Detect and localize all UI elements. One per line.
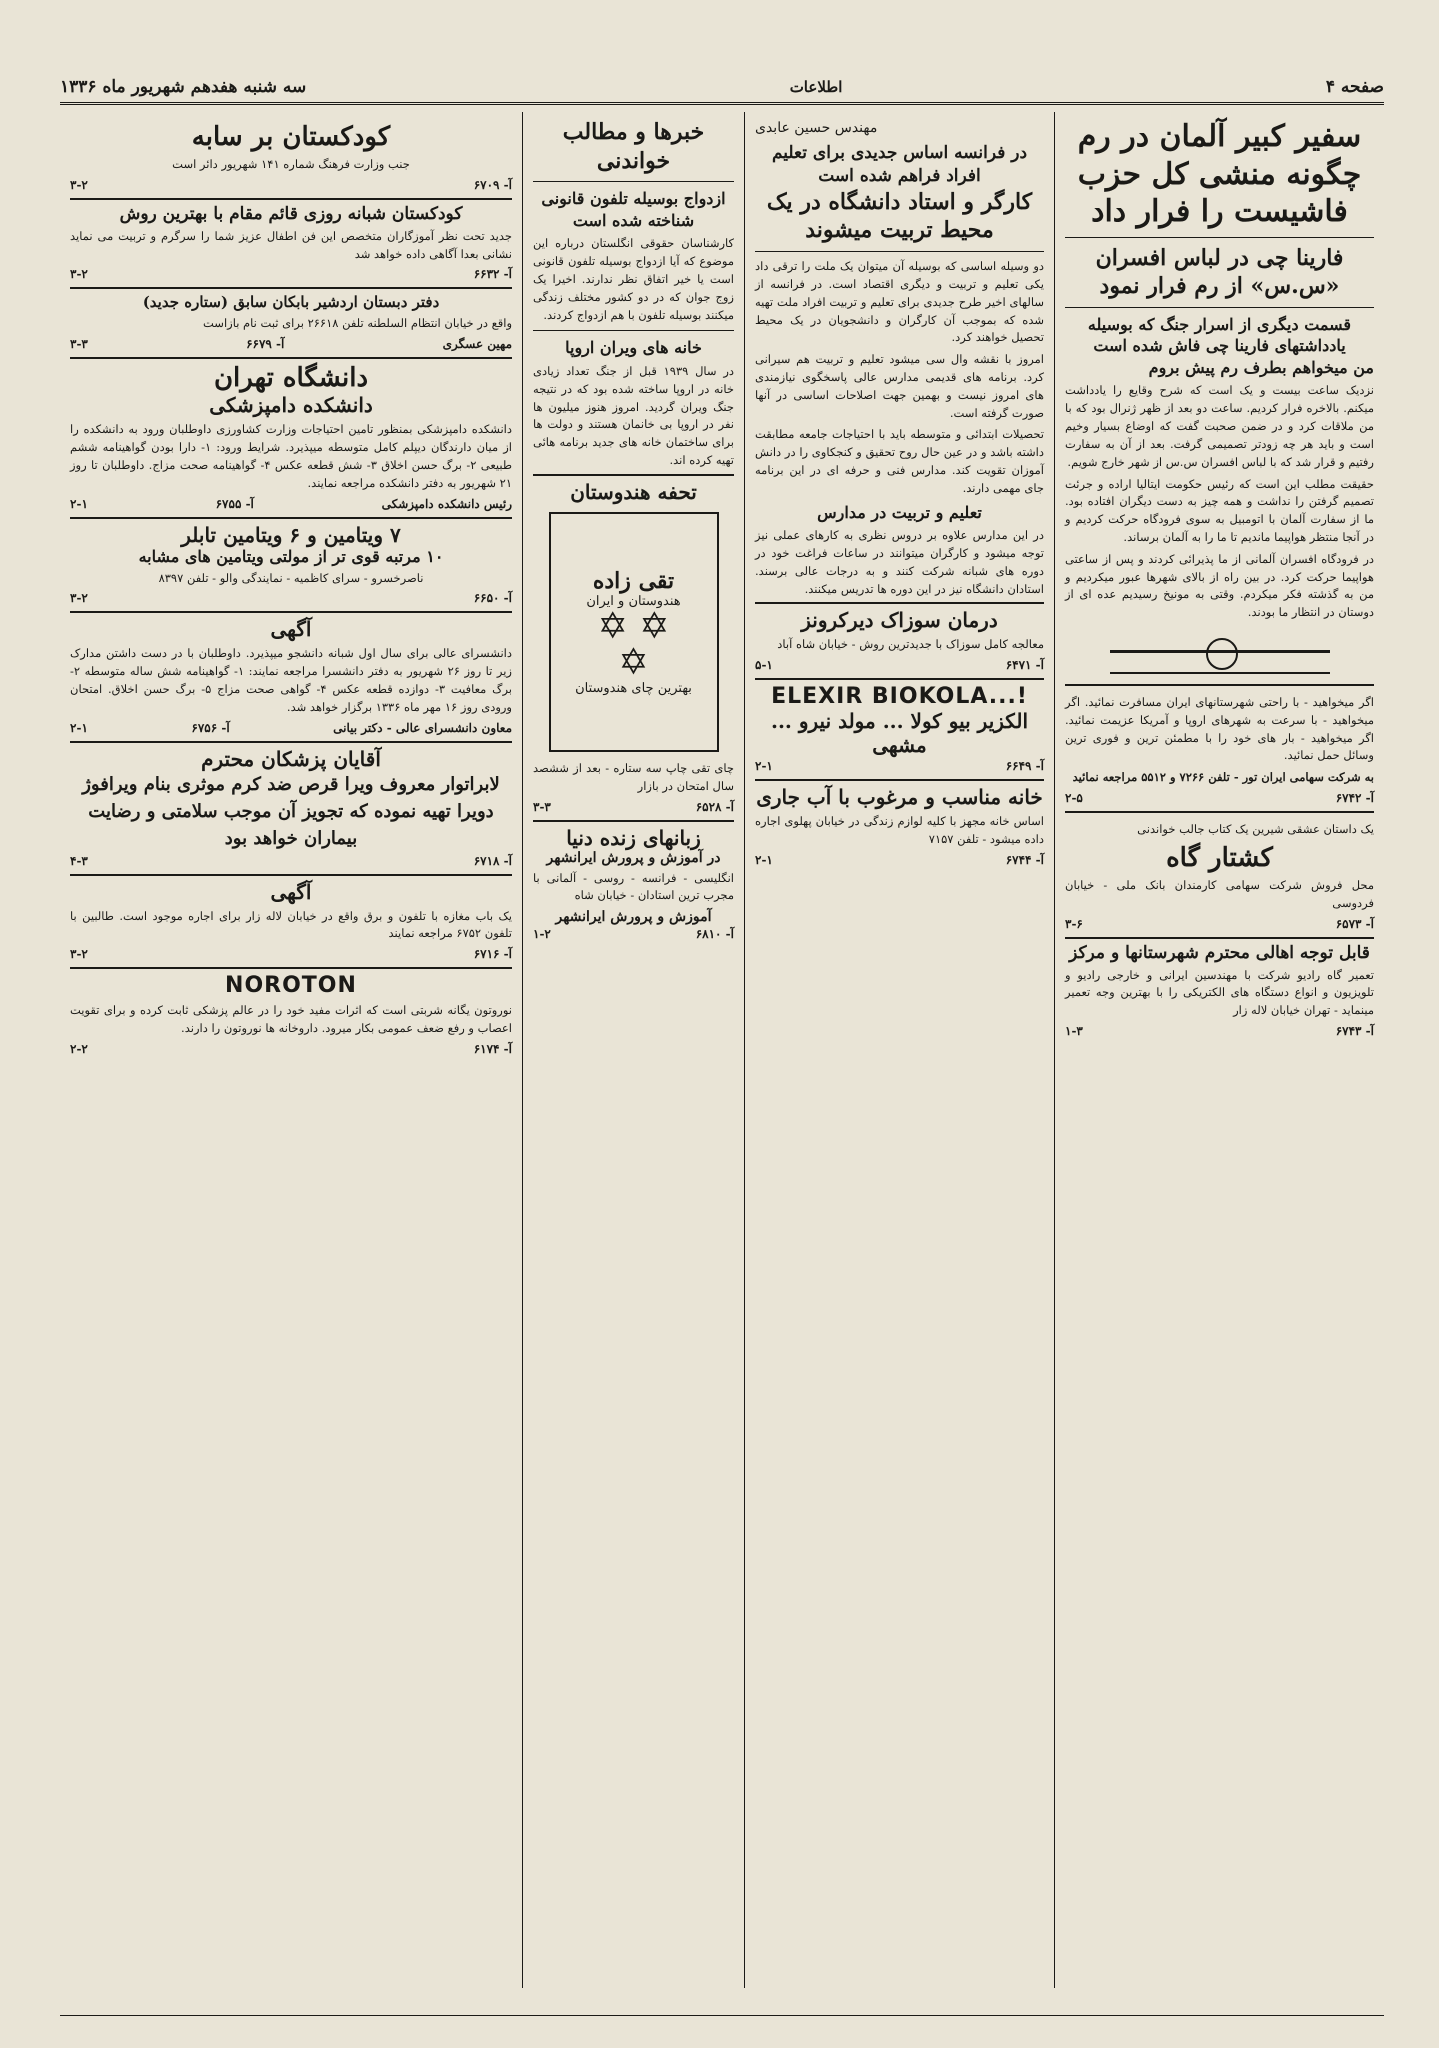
ad-title: دفتر دبستان اردشیر بابکان سابق (ستاره جدید) — [142, 293, 440, 312]
ad-title: درمان سوزاک دیرکرونز — [801, 608, 998, 633]
article-body: در فرودگاه افسران آلمانی از ما پذیرائی کردند و پس از ساعتی هواپیما حرکت کرد. در بین راه از بالای شهرها عبور میکردیم و من به گذشته فکر میکردم. وقتی به مونیخ رسیدیم عده ای از دوستان در انتظار ما بودند. — [1065, 551, 1374, 620]
ad-title: آگهی — [270, 617, 312, 642]
ad-title: زبانهای زنده دنیا — [566, 825, 701, 850]
ad-code: آ- ۶۷۴۴ ۲-۱ — [755, 852, 1044, 867]
columns — [60, 112, 1384, 1988]
ad-house-rent — [755, 779, 1044, 873]
ad-code: آ- ۶۶۴۹ ۲-۱ — [755, 759, 1044, 774]
ad-languages — [533, 820, 734, 948]
ad-text: اگر میخواهید - با راحتی شهرستانهای ایران مسافرت نمائید. اگر میخواهید - با سرعت به شهرهای اروپا و آمریکا عزیمت نمائید. اگر میخواهید - بار های خود را با مطمئن ترین و فوری ترین وسائل حمل نمائید. — [1065, 695, 1374, 763]
ad-school-ardeshir — [70, 287, 512, 357]
ad-text: تعمیر گاه رادیو شرکت با مهندسین ایرانی و خارجی رادیو و تلویزیون و انواع دستگاه های الکتریکی را با بهترین وجه تعمیر مینماید - تهران خیابان لاله زار — [1065, 967, 1374, 1018]
ad-text: نوروتون یگانه شربتی است که اثرات مفید خود را در عالم پزشکی ثابت کرده و برای تقویت اعصاب و رفع ضعف عمومی بکار میرود. داروخانه ها نوروتون را دارند. — [70, 1003, 512, 1035]
article-body: حقیقت مطلب این است که رئیس حکومت ایتالیا اراده و جرئت تصمیم گرفتن را نداشت و همه چیز به دست دیگران افتاده بود. ما از سفارت آلمان با اتومبیل به سوی فرودگاه حرکت کردیم و در آنجا منتظر هواپیما ماندیم تا ما را به آلمان برساند. — [1065, 476, 1374, 544]
article-subhead: فارینا چی در لباس افسران «س.س» از رم فرار نمود — [1095, 244, 1344, 300]
ad-teachers-college — [70, 611, 512, 740]
ad-title: ۷ ویتامین و ۶ ویتامین تابلر — [181, 522, 401, 547]
ad-sub: در آموزش و پرورش ایرانشهر — [546, 849, 721, 866]
article-subhead: کارگر و استاد دانشگاه در یک محیط تربیت میشوند — [766, 188, 1033, 244]
logo-sub: هندوستان و ایران — [586, 593, 681, 609]
tea-brand-logo — [549, 512, 719, 752]
ad-tea-india — [533, 474, 734, 820]
ad-title: کودکستان شبانه روزی قائم مقام با بهترین روش — [119, 203, 463, 224]
news-item-title: ازدواج بوسیله تلفون قانونی شناخته شده است — [541, 189, 726, 230]
ad-text: ناصرخسرو - سرای کاظمیه - نمایندگی والو - تلفن ۸۳۹۷ — [158, 570, 424, 585]
page-label: صفحه ۴ — [1325, 77, 1384, 97]
ad-book-koshtargah — [1065, 811, 1374, 936]
ad-kindergarten-barsabeh — [70, 118, 512, 198]
ad-sub: دانشکده دامپزشکی — [209, 393, 373, 418]
paper-name: اطلاعات — [789, 78, 843, 96]
news-item-title: خانه های ویران اروپا — [565, 338, 702, 358]
article-subtitle: تعلیم و تربیت در مدارس — [817, 502, 982, 522]
ad-sub: ۱۰ مرتبه قوی تر از مولتی ویتامین های مشابه — [138, 546, 444, 566]
ad-text: چای تقی چاپ سه ستاره - بعد از ششصد سال امتحان در بازار — [533, 760, 734, 793]
ad-text: دانشسرای عالی برای سال اول شبانه دانشجو میپذیرد. داوطلبان با در دست داشتن مدارک زیر تا روز ۲۶ شهریور به دفتر دانشسرا مراجعه نمایند: ۱- گواهینامه شش ساله متوسطه ۲- برگ معافیت ۳- دوازده قطعه عکس ۴- گواهی صحت مزاج ۵- برگ حسن اخلاق. امتحان ورودی روز ۱۶ مهر ماه ۱۳۳۶ برگزار خواهد شد. — [70, 646, 512, 714]
ad-text: محل فروش شرکت سهامی کارمندان بانک ملی - خیابان فردوسی — [1065, 877, 1374, 910]
star-icon: ✡ — [618, 641, 649, 683]
ad-latin-title: ELEXIR BIOKOLA...! — [771, 684, 1028, 710]
ad-kindergarten-ghaem — [70, 198, 512, 288]
ad-radio-repair — [1065, 937, 1374, 1044]
news-item-body: کارشناسان حقوقی انگلستان درباره این موضوع که آیا ازدواج بوسیله تلفون قانونی است یا خیر اتفاق نظر ندارند. اخیرا یک زوج جوان که در دو کشور مختلف زندگی میکنند بوسیله تلفون با هم ازدواج کردند. — [533, 236, 734, 322]
ad-title: قابل توجه اهالی محترم شهرستانها و مرکز — [1069, 942, 1370, 963]
ad-text: دانشکده دامپزشکی بمنظور تامین احتیاجات وزارت کشاورزی داوطلبان ورود به دانشکده را از میان دارندگان دیپلم کامل متوسطه میپذیرد. شرایط ورود: ۱- دارا بودن گواهینامه ششم طبیعی ۲- برگ حسن اخلاق ۳- شش قطعه عکس ۴- گواهینامه صحت مزاج. داوطلبان تا روز ۲۱ شهریور به دفتر دانشکده مراجعه نمایند. — [70, 422, 513, 490]
ad-code: آ- ۶۷۱۶ ۳-۲ — [70, 947, 512, 962]
ad-shop-rent — [70, 874, 512, 968]
ad-title: آگهی — [270, 879, 312, 904]
ad-tehran-university — [70, 357, 512, 516]
ad-intro: یک داستان عشقی شیرین یک کتاب جالب خواندنی — [1137, 822, 1374, 837]
ad-code: آ- ۶۵۷۳ ۳-۶ — [1065, 916, 1374, 931]
article-headline: در فرانسه اساس جدیدی برای تعلیم افراد فراهم شده است — [771, 143, 1028, 186]
ad-code: آ- ۶۶۳۲ ۳-۲ — [70, 267, 512, 282]
ad-code: رئیس دانشکده دامپزشکی آ- ۶۷۵۵ ۲-۱ — [70, 496, 512, 511]
news-item-body: در سال ۱۹۳۹ قبل از جنگ تعداد زیادی خانه در اروپا ساخته شده بود که در نتیجه جنگ ویران گردید. امروز هنوز میلیون ها نفر در اروپا بی خانمان هستند و دولت ها برای ساختمان خانه های جدید برنامه هائی تهیه کرده اند. — [533, 364, 735, 468]
ad-code: آ- ۶۶۵۰ ۳-۲ — [70, 591, 512, 606]
star-icon: ✡ ✡ — [597, 605, 670, 647]
ad-text: معالجه کامل سوزاک با جدیدترین روش - خیابان شاه آباد — [777, 637, 1044, 652]
ad-title: دانشگاه تهران — [213, 363, 369, 394]
ad-foot: آموزش و پرورش ایرانشهر — [555, 909, 712, 926]
ad-code: آ- ۶۷۰۹ ۳-۲ — [70, 177, 512, 192]
airline-wings-icon — [1110, 632, 1330, 674]
page-footer-rule — [60, 2015, 1384, 2028]
column-news-briefs — [522, 112, 744, 1988]
masthead — [60, 72, 1384, 105]
ad-code: آ- ۶۷۴۳ ۱-۳ — [1065, 1023, 1374, 1038]
ad-code: آ- ۶۷۴۲ ۲-۵ — [1065, 791, 1374, 806]
ad-code: آ- ۶۵۲۸ ۳-۳ — [533, 799, 734, 814]
ad-text: انگلیسی - فرانسه - روسی - آلمانی با مجرب ترین استادان - خیابان شاه — [533, 870, 734, 903]
ad-sozak-treatment — [755, 602, 1044, 678]
ad-code: معاون دانشسرای عالی - دکتر بیانی آ- ۶۷۵۶ ۲-۱ — [70, 720, 512, 735]
article-kicker: من میخواهم بطرف رم پیش بروم — [1148, 357, 1374, 377]
ad-vitamins — [70, 517, 512, 612]
section-headline: خبرها و مطالب خواندنی — [562, 119, 705, 174]
logo-tagline: بهترین چای هندوستان — [575, 680, 692, 696]
ad-code: آ- ۶۱۷۴ ۲-۲ — [70, 1041, 512, 1056]
ad-title: تحفه هندوستان — [570, 479, 697, 504]
ad-title: کشتار گاه — [1166, 842, 1273, 873]
article-headline: سفیر کبیر آلمان در رم چگونه منشی کل حزب فاشیست را فرار داد — [1077, 119, 1362, 229]
ad-elexir-biokola — [755, 678, 1044, 779]
ad-latin-title: NOROTON — [225, 973, 357, 999]
ad-code: آ- ۶۷۱۸ ۴-۳ — [70, 853, 512, 868]
article-body: در این مدارس علاوه بر دروس نظری به کارهای عملی نیز توجه میشود و کارگران میتوانند در ساعات فراغت خود در دوره های شبانه شرکت کنند و به درجات عالی برسند. استادان دانشگاه نیز در این دوره ها تدریس میکنند. — [755, 528, 1044, 596]
article-body: نزدیک ساعت بیست و یک است که شرح وقایع را یادداشت میکنم. بالاخره فرار کردیم. ساعت دو بعد از ظهر ژنرال بود که با من ملاقات کرد و در ضمن صحبت گفت که اوضاع بسیار وخیم است و باید هر چه زودتر تصمیمی گرفت. بعد از آن به سفارت رفتیم و قرار شد که با لباس افسران س.س از شهر خارج شویم. — [1065, 383, 1374, 469]
ad-code: آ- ۶۸۱۰ ۱-۲ — [533, 927, 734, 942]
ad-code: آ- ۶۴۷۱ ۵-۱ — [755, 658, 1044, 673]
ad-noroton — [70, 967, 512, 1062]
article-deck: قسمت دیگری از اسرار جنگ که بوسیله یادداشتهای فارینا چی فاش شده است — [1087, 314, 1352, 356]
ad-title: الکزیر بیو کولا ... مولد نیرو ... مشهی — [770, 709, 1028, 758]
article-body: دو وسیله اساسی که بوسیله آن میتوان یک ملت را ترقی داد یکی تعلیم و تربیت و دیگری اقتصاد است. در فرانسه از سالهای اخیر طرح جدیدی برای تعلیم و تربیت افراد ملت تهیه شده که بموجب آن کارگران و دانشجویان در یک محیط تحصیل خواهند کرد. — [755, 259, 1044, 345]
article-byline: مهندس حسین عابدی — [755, 120, 878, 136]
ad-text: یک باب مغازه با تلفون و برق واقع در خیابان لاله زار برای اجاره موجود است. طالبین با تلفون ۶۷۵۲ مراجعه نمایند — [70, 908, 512, 941]
ad-title: کودکستان بر سابه — [191, 122, 391, 152]
column-france-education — [744, 112, 1054, 1988]
date-line: سه شنبه هفدهم شهریور ماه ۱۳۳۶ — [60, 77, 307, 97]
article-body: امروز با نقشه وال سی میشود تعلیم و تربیت هم سیرانی کرد. برنامه های قدیمی مدارس عالی پاسخگوی نیازمندی های امروز نیست و بهمین جهت اصلاحات اساسی در آنها صورت گرفته است. — [755, 352, 1044, 420]
ad-iran-tour — [1065, 684, 1374, 811]
ad-code: مهین عسگری آ- ۶۶۷۹ ۳-۳ — [70, 337, 512, 352]
logo-brand: تقی زاده — [592, 567, 675, 594]
ad-contact: به شرکت سهامی ایران تور - تلفن ۷۲۶۶ و ۵۵۱۲ مراجعه نمائید — [1072, 770, 1374, 785]
ad-text: جنب وزارت فرهنگ شماره ۱۴۱ شهریور دائر است — [172, 157, 410, 171]
column-classifieds — [60, 112, 522, 1988]
column-german-ambassador — [1054, 112, 1384, 1988]
ad-text: لابراتوار معروف ویرا قرص ضد کرم موثری بنام ویرافوژ دویرا تهیه نموده که تجویز آن موجب سلامتی و رضایت بیماران خواهد بود — [82, 773, 500, 849]
ad-text: واقع در خیابان انتظام السلطنه تلفن ۲۶۶۱۸ برای ثبت نام بازاست — [203, 316, 512, 331]
ad-vira-lab — [70, 741, 512, 874]
ad-title: آقایان پزشکان محترم — [201, 746, 381, 771]
article-body: تحصیلات ابتدائی و متوسطه باید با احتیاجات جامعه مطابقت داشته باشد و در عین حال روح تحقیق و کنجکاوی را در دانش آموزان تقویت کند. مدارس فنی و حرفه ای در این برنامه جای مهمی دارند. — [755, 427, 1044, 495]
ad-text: اساس خانه مجهز با کلیه لوازم زندگی در خیابان پهلوی اجاره داده میشود - تلفن ۷۱۵۷ — [755, 814, 1044, 847]
ad-title: خانه مناسب و مرغوب با آب جاری — [756, 785, 1043, 810]
ad-text: جدید تحت نظر آموزگاران متخصص این فن اطفال عزیز شما را سرگرم و تربیت می نماید نشانی بعدا آگاهی داده خواهد شد — [70, 228, 512, 261]
